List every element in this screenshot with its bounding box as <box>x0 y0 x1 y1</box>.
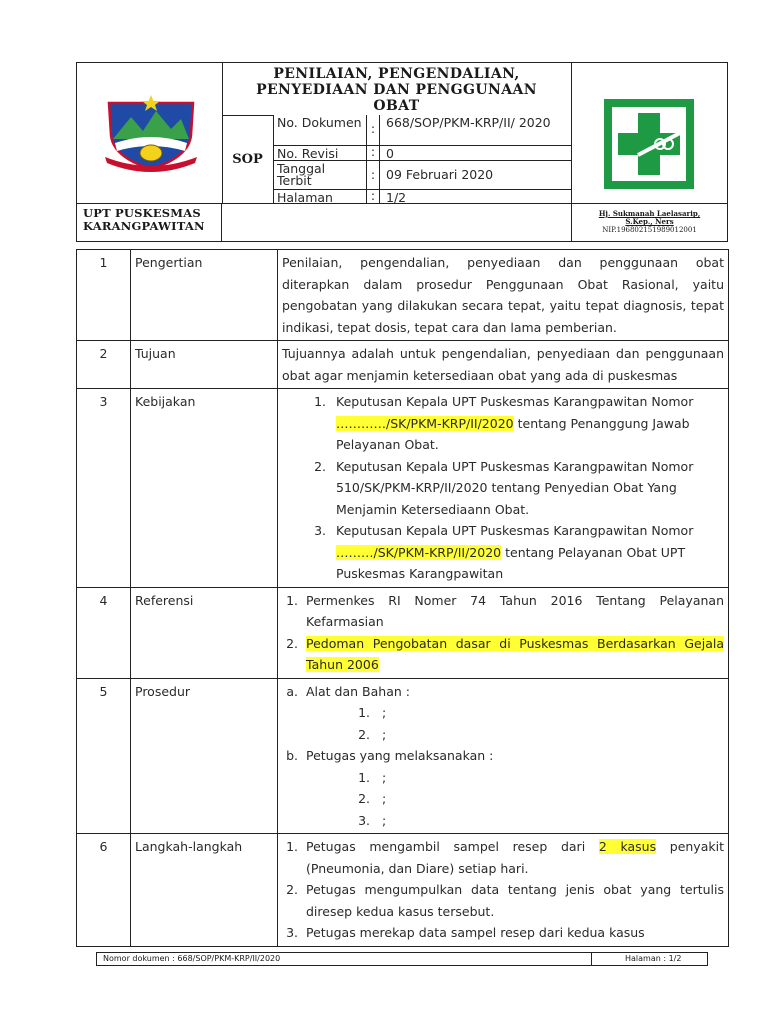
section-label: Tujuan <box>131 341 278 389</box>
section-label: Pengertian <box>131 250 278 341</box>
section-text: Penilaian, pengendalian, penyediaan dan penggunaan obat diterapkan dalam prosedur Penggunaan Obat Rasional, yaitu pengobatan yang dilakukan secara tepat, yaitu tepat diagnosis, tepat indikasi, tepat dosis, tepat cara dan lama pemberian. <box>278 250 729 341</box>
footer-divider <box>591 953 592 965</box>
document-title: PENILAIAN, PENGENDALIAN, PENYEDIAAN DAN PENGGUNAAN OBAT <box>222 63 572 115</box>
signer-title: S.Kep., Ners <box>625 217 674 226</box>
section-number: 4 <box>77 587 131 678</box>
meta-row-no-revisi: No. Revisi : 0 <box>274 145 572 160</box>
sop-label: SOP <box>222 115 274 203</box>
puskesmas-green-cross-icon <box>604 99 694 189</box>
page-footer <box>96 952 708 966</box>
list-item: 1. ; <box>374 767 724 789</box>
section-row-langkah <box>77 834 729 947</box>
signer-nip: NIP.196802151989012001 <box>602 226 697 234</box>
left-logo-cell <box>77 63 223 203</box>
sop-content-table <box>76 249 729 947</box>
list-item: 3. Petugas merekap data sampel resep dari kedua kasus <box>302 922 724 944</box>
section-row-referensi <box>77 587 729 678</box>
sop-header <box>76 62 728 242</box>
section-number: 5 <box>77 678 131 834</box>
list-item: 1. Petugas mengambil sampel resep dari 2 kasus penyakit (Pneumonia, dan Diare) setiap hari. <box>302 836 724 879</box>
section-label: Langkah-langkah <box>131 834 278 947</box>
footer-page: Halaman : 1/2 <box>625 954 682 963</box>
list-item: 2. Petugas mengumpulkan data tentang jenis obat yang tertulis diresep kedua kasus tersebut. <box>302 879 724 922</box>
header-blank-cell <box>222 203 572 241</box>
list-item: 1. Permenkes RI Nomer 74 Tahun 2016 Tentang Pelayanan Kefarmasian <box>302 590 724 633</box>
section-label: Kebijakan <box>131 389 278 588</box>
list-item: a. Alat dan Bahan : 1. ; 2. ; <box>302 681 724 746</box>
section-number: 6 <box>77 834 131 947</box>
list-item: 1. Keputusan Kepala UPT Puskesmas Karangpawitan Nomor …………/SK/PKM-KRP/II/2020 tentang Penanggung Jawab Pelayanan Obat. <box>330 391 724 456</box>
section-row-tujuan <box>77 341 729 389</box>
footer-doc-number: Nomor dokumen : 668/SOP/PKM-KRP/II/2020 <box>103 954 281 963</box>
meta-row-tanggal-terbit: Tanggal Terbit : 09 Februari 2020 <box>274 160 572 189</box>
section-text: Tujuannya adalah untuk pengendalian, penyediaan dan penggunaan obat agar menjamin ketersediaan obat yang ada di puskesmas <box>278 341 729 389</box>
list-item: 1. ; <box>374 702 724 724</box>
section-number: 3 <box>77 389 131 588</box>
list-item: 2. Pedoman Pengobatan dasar di Puskesmas Berdasarkan Gejala Tahun 2006 <box>302 633 724 676</box>
section-row-kebijakan <box>77 389 729 588</box>
list-item: 3. ; <box>374 810 724 832</box>
signer-name: Hj. Sukmanah Laelasarip, <box>598 209 701 218</box>
list-item: 2. ; <box>374 788 724 810</box>
department-name: UPT PUSKESMAS KARANGPAWITAN <box>77 203 222 241</box>
list-item: b. Petugas yang melaksanakan : 1. ; 2. ; 3. ; <box>302 745 724 831</box>
list-item: 2. Keputusan Kepala UPT Puskesmas Karangpawitan Nomor 510/SK/PKM-KRP/II/2020 tentang Penyedian Obat Yang Menjamin Ketersediaann Obat. <box>330 456 724 521</box>
meta-row-halaman: Halaman : 1/2 <box>274 189 572 203</box>
document-meta <box>274 115 572 203</box>
regency-coat-of-arms-icon <box>101 93 201 173</box>
section-number: 2 <box>77 341 131 389</box>
section-label: Prosedur <box>131 678 278 834</box>
list-item: 3. Keputusan Kepala UPT Puskesmas Karangpawitan Nomor ………/SK/PKM-KRP/II/2020 tentang Pelayanan Obat UPT Puskesmas Karangpawitan <box>330 520 724 585</box>
section-number: 1 <box>77 250 131 341</box>
section-row-pengertian <box>77 250 729 341</box>
section-row-prosedur <box>77 678 729 834</box>
list-item: 2. ; <box>374 724 724 746</box>
signature-block <box>572 203 727 241</box>
section-label: Referensi <box>131 587 278 678</box>
section-list <box>278 587 729 678</box>
section-list <box>278 678 729 834</box>
section-list <box>278 834 729 947</box>
section-list <box>278 389 729 588</box>
meta-row-no-dokumen: No. Dokumen : 668/SOP/PKM-KRP/II/ 2020 <box>274 115 572 145</box>
right-logo-cell <box>572 63 727 203</box>
